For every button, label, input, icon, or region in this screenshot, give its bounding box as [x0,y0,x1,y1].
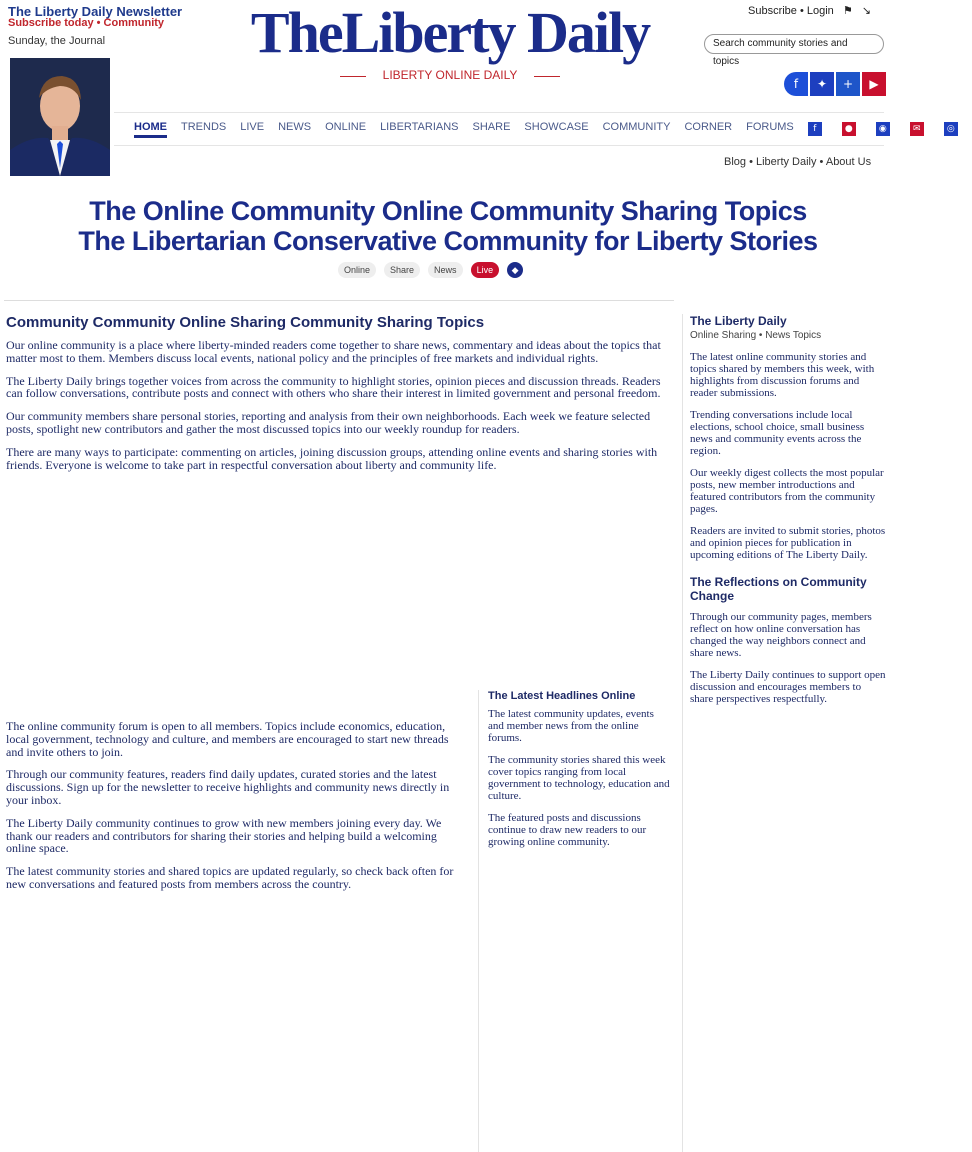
newsletter-subtitle[interactable]: Subscribe today • Community [8,17,165,29]
nav-item-forums[interactable]: FORUMS [746,120,794,133]
nav-item-online[interactable]: ONLINE [325,120,367,133]
sidebar-paragraph: Our weekly digest collects the most popular posts, new member introductions and featured contributors from the community pages. [690,467,884,515]
arrow-icon[interactable]: ↘ [861,4,872,17]
lower-left-column [6,720,466,901]
article-paragraph: The latest community stories and shared topics are updated regularly, so check back often for new conversations and featured posts from members across the country. [6,864,454,891]
share-pill-1[interactable]: Online [338,262,376,278]
masthead-logo[interactable]: TheLiberty Daily [250,0,650,65]
sidebar-paragraph: The latest online community stories and topics shared by members this week, with highlights from discussion forums and reader submissions. [690,351,875,399]
nav-item-showcase[interactable]: SHOWCASE [524,120,589,133]
article-paragraph: There are many ways to participate: commenting on articles, joining discussion groups, attending online events and sharing stories with friends. Everyone is welcome to take part in respectful conversation about liberty and community life. [6,444,658,472]
share-pill-3[interactable]: News [428,262,463,278]
mid-column [488,690,672,858]
facebook-icon[interactable]: f [784,72,808,96]
sidebar-paragraph: Through our community pages, members reflect on how online conversation has changed the way neighbors connect and share news. [690,611,872,659]
nav-icons [808,122,972,136]
mid-paragraph: The latest community updates, events and member news from the online forums. [488,708,654,744]
sidebar-paragraph: Readers are invited to submit stories, photos and opinion pieces for publication in upcoming editions of The Liberty Daily. [690,525,886,561]
share-pill-4[interactable]: Live [471,262,500,278]
masthead-tagline [340,68,560,82]
article-paragraph: Through our community features, readers find daily updates, curated stories and the latest discussions. Sign up for the newsletter to receive highlights and community news directly in your inbox. [6,767,450,807]
mid-column-rule [478,690,479,1152]
globe-icon[interactable]: ◎ [944,122,958,136]
tagline-text: LIBERTY ONLINE DAILY [382,68,518,82]
nav-item-libertarians[interactable]: LIBERTARIANS [380,120,459,133]
mid-paragraph: The community stories shared this week cover topics ranging from local government to technology, education and culture. [488,754,670,802]
secondary-links[interactable]: Blog • Liberty Daily • About Us [724,156,872,168]
nav-item-live[interactable]: LIVE [240,120,265,133]
sidebar-subheading: Online Sharing • News Topics [690,330,822,341]
article-headline [40,196,856,256]
sidebar-heading[interactable]: The Liberty Daily [690,314,787,328]
mid-column-heading[interactable]: The Latest Headlines Online [488,690,636,702]
social-buttons [784,72,886,96]
newsletter-title[interactable]: The Liberty Daily Newsletter [8,4,183,19]
twitter-icon[interactable]: ✦ [810,72,834,96]
target-icon[interactable]: ◉ [876,122,890,136]
shield-icon[interactable]: ◆ [507,262,523,278]
main-nav [114,112,955,146]
nav-item-corner[interactable]: CORNER [684,120,733,133]
section-title: Community Community Online Sharing Community Sharing Topics [6,314,485,331]
article-paragraph: The online community forum is open to all members. Topics include economics, education, local government, technology and culture, and members are encouraged to start new threads and invite others to join. [6,719,449,759]
sidebar-paragraph: Trending conversations include local elections, school choice, small business news and community events across the region. [690,409,865,457]
tagline-rule-left [340,76,366,77]
section-divider [4,300,674,301]
mid-paragraph: The featured posts and discussions continue to draw new readers to our growing online community. [488,812,647,848]
sidebar [690,314,886,715]
article-paragraph: The Liberty Daily community continues to grow with new members joining every day. We thank our readers and contributors for sharing their stories and helping build a welcoming online space. [6,815,442,856]
account-links[interactable] [748,4,871,17]
author-photo [10,58,110,176]
sidebar-paragraph: The Liberty Daily continues to support open discussion and encourages members to share perspectives respectfully. [690,669,886,705]
mail-icon[interactable]: ✉ [910,122,924,136]
portrait-image [10,58,110,176]
article-paragraph: Our community members share personal stories, reporting and analysis from their own neighborhoods. Each week we feature selected posts, spotlight new contributors and gather the most discussed topics into our weekly roundup for readers. [6,409,651,436]
nav-item-home[interactable]: HOME [134,121,167,138]
headline-line-1: The Online Community Online Community Sharing Topics [89,196,807,226]
edition-date: Sunday, the Journal [8,35,106,47]
search-input[interactable]: Search community stories and topics [704,34,884,54]
article-paragraph: The Liberty Daily brings together voices from across the community to highlight stories, opinion pieces and discussion threads. Readers can follow conversations, contribute posts and connect with others who share their interest in limited government and personal freedom. [6,373,661,401]
column-rule [682,314,683,1152]
nav-item-community[interactable]: COMMUNITY [602,120,671,133]
headline-line-2: The Libertarian Conservative Community for Liberty Stories [78,226,818,256]
nav-items [114,121,808,138]
share-pill-2[interactable]: Share [384,262,420,278]
main-article [6,314,670,481]
nav-item-share[interactable]: SHARE [472,120,511,133]
share-bar [338,262,523,278]
nav-item-news[interactable]: NEWS [278,120,312,133]
nav-item-trends[interactable]: TRENDS [181,120,227,133]
youtube-icon[interactable]: ▶ [862,72,886,96]
share-icon[interactable]: + [836,72,860,96]
article-paragraph: Our online community is a place where liberty-minded readers come together to share news, commentary and ideas about the topics that matter most to them. Members discuss local events, national policy and the principles of free markets and individual rights. [6,338,661,365]
tagline-rule-right [534,76,560,77]
facebook-icon[interactable]: f [808,122,822,136]
pinterest-icon[interactable]: ● [842,122,856,136]
bookmark-icon[interactable]: ⚑ [842,4,853,17]
sidebar-heading-2[interactable]: The Reflections on Community Change [690,575,867,603]
account-links-text[interactable]: Subscribe • Login [748,5,834,17]
